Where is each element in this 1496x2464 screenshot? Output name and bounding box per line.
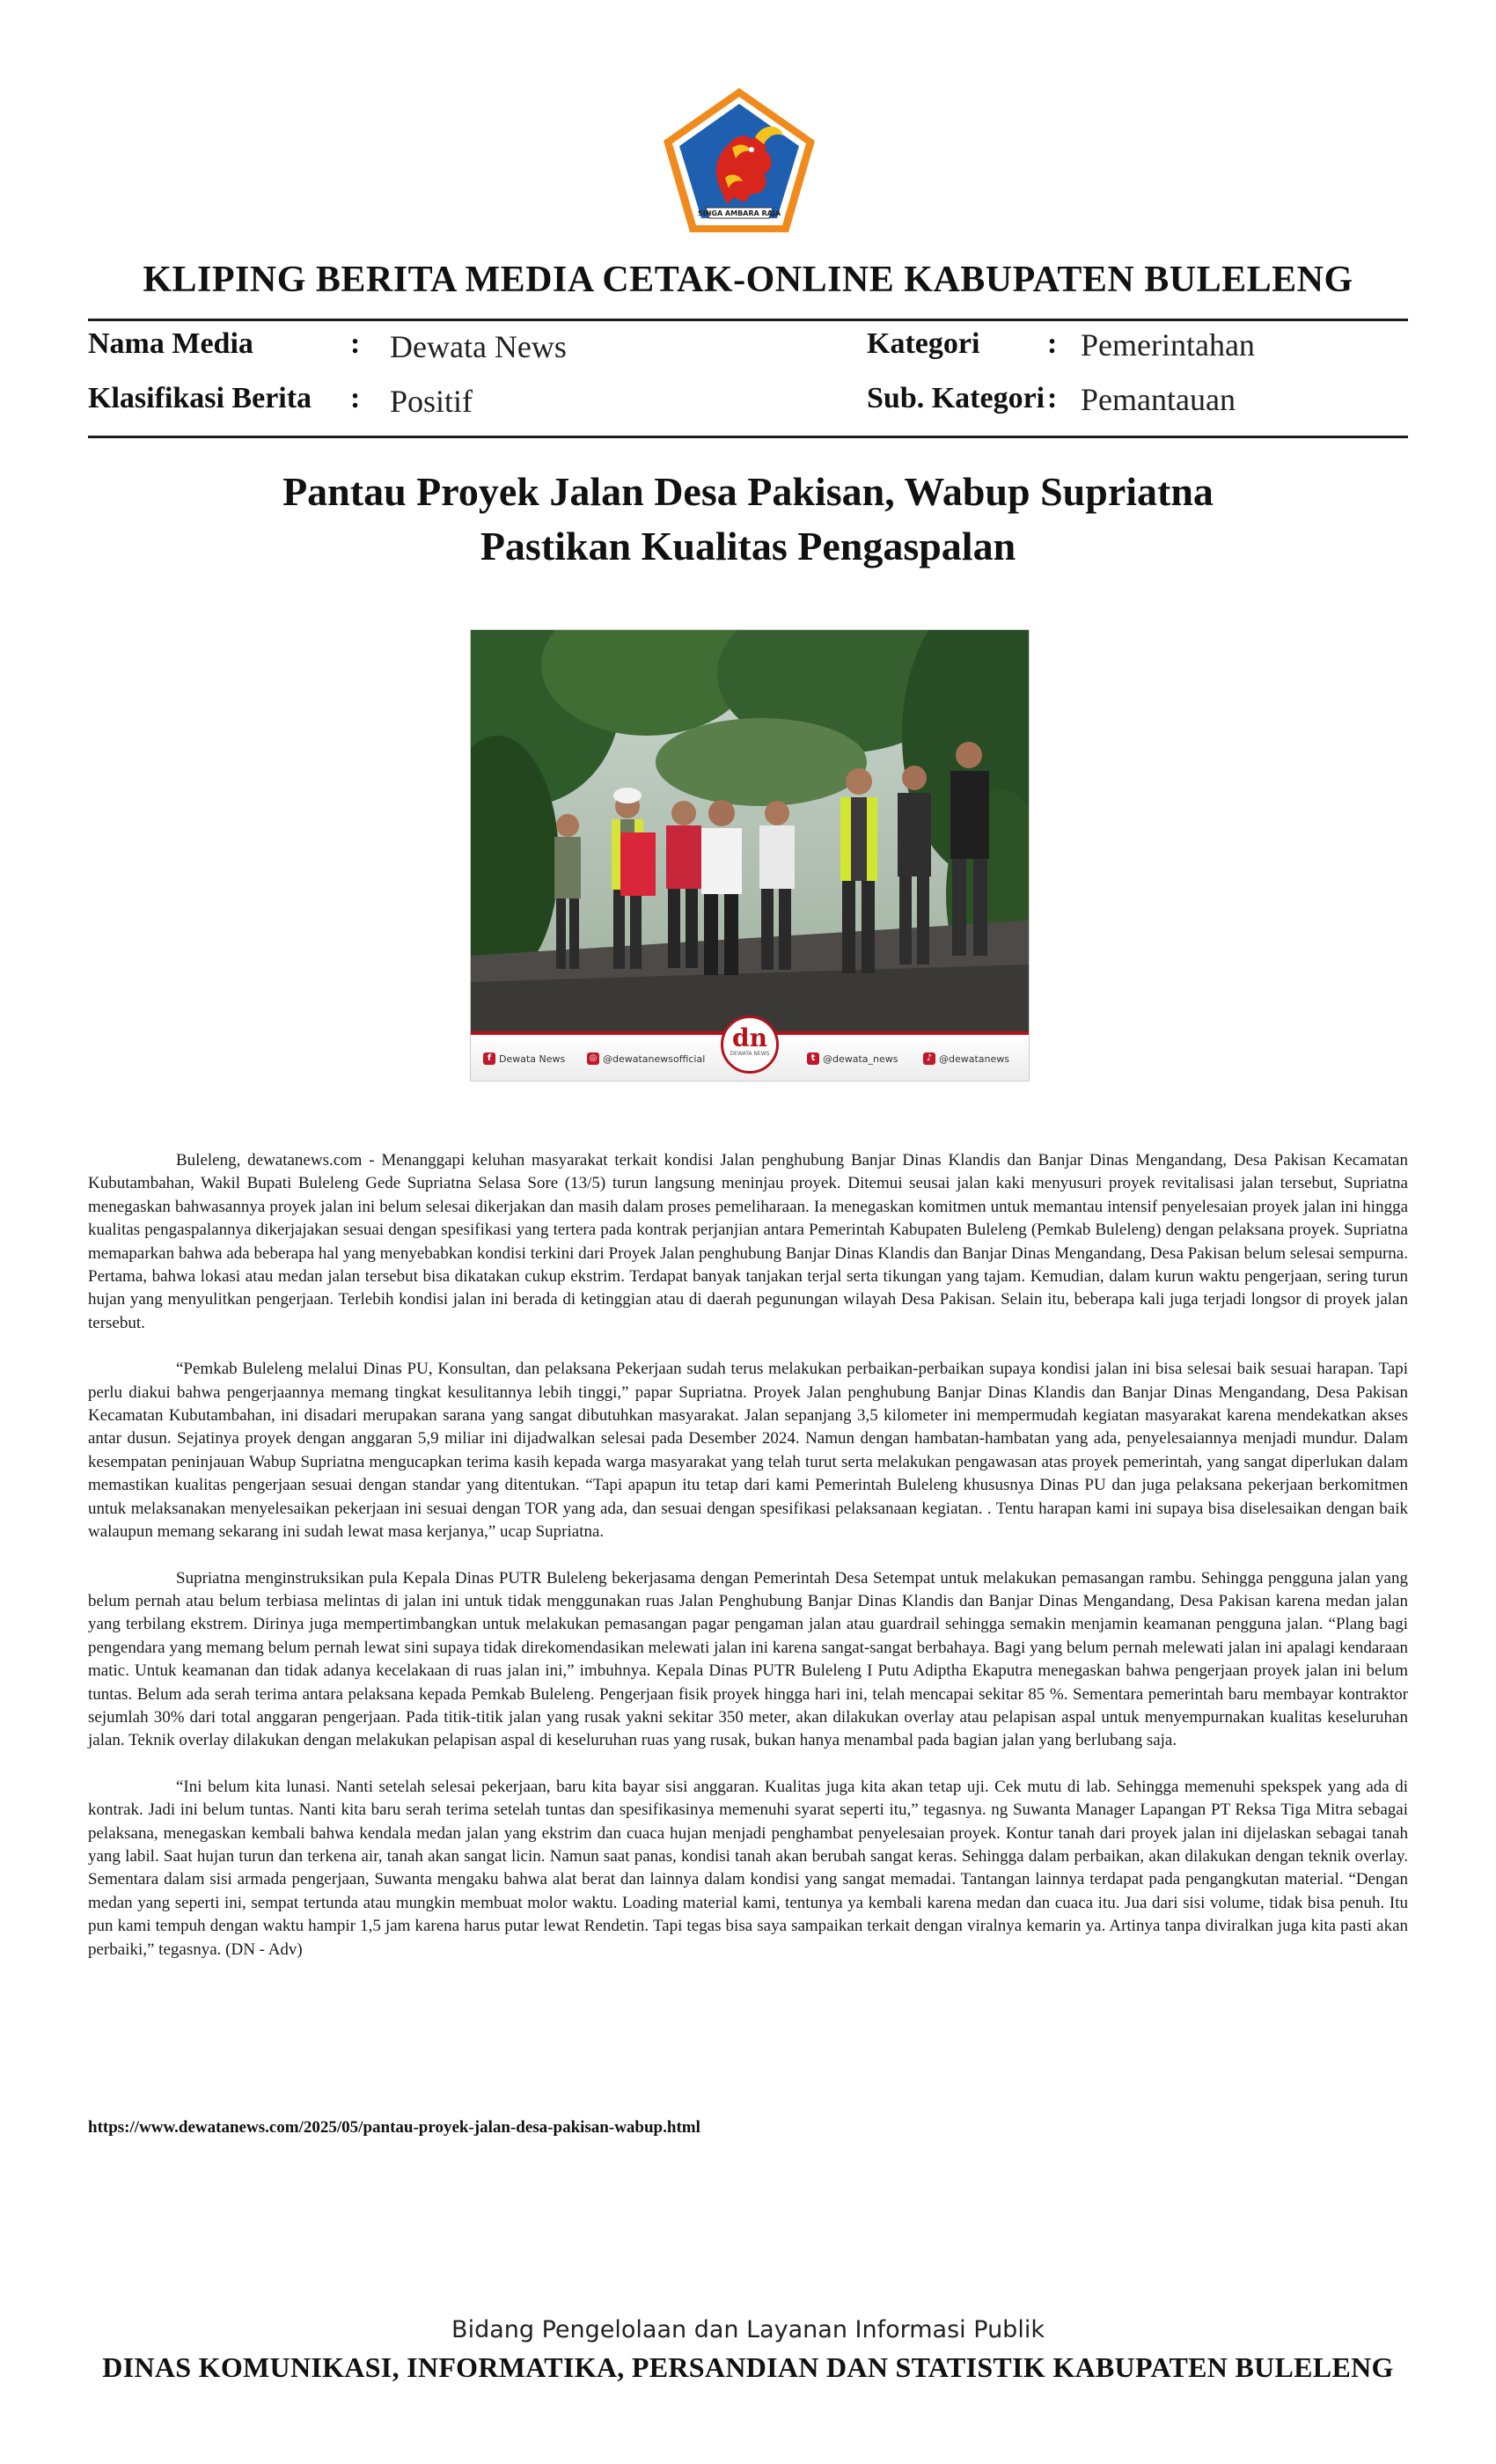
media-label: Nama Media [88, 327, 253, 360]
field-inspection-photo [471, 630, 1029, 1081]
media-colon: : [350, 327, 361, 360]
header-divider-top [88, 319, 1408, 321]
article-body [88, 1149, 1408, 1984]
twitter-icon: t [807, 1052, 819, 1065]
article-title [132, 465, 1364, 574]
klasifikasi-colon: : [350, 382, 361, 414]
kategori-label: Kategori [867, 327, 980, 360]
article-paragraph-1: Buleleng, dewatanews.com - Menanggapi keluhan masyarakat terkait kondisi Jalan penghubung Banjar Dinas Klandis dan Banjar Dinas Mengandang, Desa Pakisan Kecamatan Kubutambahan, Wakil Bupati Buleleng Gede Supriatna Selasa Sore (13/5) turun langsung meninjau proyek. Ditemui seusai jalan kaki menyusuri proyek revitalisasi jalan tersebut, Supriatna menegaskan bahwasannya proyek jalan ini belum selesai dikerjakan dan masih dalam proses pemeliharaan. Ia menegaskan komitmen untuk memantau intensif penyelesaian proyek jalan ini hingga kualitas pengaspalannya dikerjajakan sesuai dengan spesifikasi yang tertera pada kontrak perjanjian antara Pemerintah Kabupaten Buleleng (Pemkab Buleleng) dengan pelaksana proyek. Supriatna memaparkan bahwa ada beberapa hal yang menyebabkan kondisi terkini dari Proyek Jalan penghubung Banjar Dinas Klandis dan Banjar Dinas Mengandang, Desa Pakisan belum selesai sempurna. Pertama, bahwa lokasi atau medan jalan tersebut bisa dikatakan cukup ekstrim. Terdapat banyak tanjakan terjal serta tikungan yang tajam. Kemudian, dalam kurun waktu pengerjaan, sering turun hujan yang menyulitkan pengerjaan. Terlebih kondisi jalan ini berada di ketinggian atau di daerah pegunungan wilayah Desa Pakisan. Selain itu, beberapa kali juga terjadi longsor di proyek jalan tersebut. [88, 1151, 1408, 1332]
dewata-news-badge [721, 1016, 779, 1074]
article-paragraph-3: Supriatna menginstruksikan pula Kepala Dinas PUTR Buleleng bekerjasama dengan Pemerintah Desa Setempat untuk melakukan pemasangan rambu. Sehingga pengguna jalan yang belum pernah atau belum terbiasa melintas di jalan ini untuk tidak menggunakan ruas Jalan Penghubung Banjar Dinas Klandis dan Banjar Dinas Mengandang, Desa Pakisan karena medan jalan yang terbilang ekstrem. Dirinya juga mempertimbangkan untuk melakukan pemasangan pagar pengaman jalan atau guardrail sehingga semakin menjamin keamanan pengguna jalan. “Plang bagi pengendara yang memang belum pernah lewat sini supaya tidak direkomendasikan melewati jalan ini karena sangat-sangat berbahaya. Bagi yang belum pernah melewati jalan ini apalagi kendaraan matic. Untuk keamanan dan tidak adanya kecelakaan di ruas jalan ini,” imbuhnya. Kepala Dinas PUTR Buleleng I Putu Adiptha Ekaputra menegaskan bahwa pengerjaan proyek jalan ini belum tuntas. Belum ada serah terima antara pelaksana kepada Pemkab Buleleng. Pengerjaan fisik proyek hingga hari ini, telah mencapai sekitar 85 %. Sementara pemerintah baru membayar kontraktor sejumlah 30% dari total anggaran pengerjaan. Pada titik-titik jalan yang rusak yakni sekitar 350 meter, akan dilakukan overlay atau pelapisan aspal untuk menyempurnakan kualitas keseluruhan jalan. Teknik overlay dilakukan dengan melakukan pelapisan aspal di keseluruhan ruas yang rusak, bukan hanya menambal pada bagian jalan yang berlubang saja. [88, 1568, 1408, 1750]
social-tiktok-label: @dewatanews [939, 1052, 1010, 1065]
singa-ambara-raja-emblem-icon [660, 86, 818, 236]
badge-logo-text: dn [732, 1023, 767, 1052]
subkategori-colon: : [1047, 382, 1058, 414]
social-tiktok [923, 1052, 1009, 1065]
social-instagram [587, 1052, 705, 1065]
footer-division: Bidang Pengelolaan dan Layanan Informasi Publik [451, 2316, 1045, 2343]
media-value: Dewata News [390, 329, 567, 364]
footer-agency: DINAS KOMUNIKASI, INFORMATIKA, PERSANDIAN DAN STATISTIK KABUPATEN BULELENG [102, 2351, 1394, 2383]
article-paragraph-4: “Ini belum kita lunasi. Nanti setelah selesai pekerjaan, baru kita bayar sisi anggaran. Kualitas juga kita akan tetap uji. Cek mutu di lab. Sehingga memenuhi spekspek yang ada di kontrak. Jadi ini belum tuntas. Nanti kita baru serah terima setelah tuntas dan spesifikasinya memenuhi syarat seperti itu,” tegasnya. ng Suwanta Manager Lapangan PT Reksa Tiga Mitra sebagai pelaksana, menegaskan kembali bahwa kendala medan jalan yang ekstrim dan cuaca hujan menjadi penghambat penyelesaian proyek. Kontur tanah dari proyek jalan ini dijelaskan sebagai tanah yang labil. Saat hujan turun dan terkena air, tanah akan sangat licin. Namun saat panas, kondisi tanah akan berubah sangat keras. Sehingga dalam perbaikan, akan dilakukan dengan teknik overlay. Sementara dalam sisi armada pengerjaan, Suwanta mengaku bahwa alat berat dan lainnya dalam kondisi yang sangat memadai. Tantangan lainnya terdapat pada pengangkutan material. “Dengan medan yang seperti ini, sempat tertunda atau mungkin membuat molor waktu. Loading material kami, tentunya ya kembali karena medan dan cuaca itu. Jua dari sisi volume, tidak bisa penuh. Itu pun kami tempuh dengan waktu hampir 1,5 jam karena harus putar lewat Rendetin. Tapi tegas bisa saya sampaikan terkait dengan viralnya kemarin ya. Artinya tanpa diviralkan juga kita pasti akan perbaiki,” tegasnya. (DN - Adv) [88, 1777, 1408, 1959]
social-facebook-label: Dewata News [499, 1052, 566, 1065]
article-title-line-1: Pantau Proyek Jalan Desa Pakisan, Wabup Supriatna [282, 469, 1214, 514]
photo-social-bar [471, 1023, 1029, 1081]
source-link[interactable]: https://www.dewatanews.com/2025/05/pantau-proyek-jalan-desa-pakisan-wabup.html [88, 2118, 700, 2137]
article-photo [470, 629, 1030, 1082]
kategori-value: Pemerintahan [1081, 327, 1255, 363]
social-twitter-label: @dewata_news [823, 1052, 898, 1065]
social-facebook [483, 1052, 565, 1065]
klasifikasi-value: Positif [390, 384, 473, 419]
instagram-icon: ◎ [587, 1052, 599, 1065]
kategori-colon: : [1047, 327, 1058, 360]
klasifikasi-label: Klasifikasi Berita [88, 382, 312, 414]
tiktok-icon: ♪ [923, 1052, 935, 1065]
article-paragraph-2: “Pemkab Buleleng melalui Dinas PU, Konsultan, dan pelaksana Pekerjaan sudah terus melakukan perbaikan-perbaikan supaya kondisi jalan ini bisa selesai baik sesuai harapan. Tapi perlu diakui bahwa pengerjaannya memang tingkat kesulitannya lebih tinggi,” papar Supriatna. Proyek Jalan penghubung Banjar Dinas Klandis dan Banjar Dinas Mengandang, Desa Pakisan Kecamatan Kubutambahan, ini disadari merupakan sarana yang sangat dibutuhkan masyarakat. Jalan sepanjang 3,5 kilometer ini mempermudah kegiatan masyarakat karena mendekatkan akses antar dusun. Sejatinya proyek dengan anggaran 5,9 miliar ini dijadwalkan selesai pada Desember 2024. Namun dengan hambatan-hambatan yang ada, penyelesaiannya menjadi mundur. Dalam kesempatan peninjauan Wabup Supriatna mengucapkan terima kasih kepada warga masyarakat yang telah turut serta melakukan pengawasan atas proyek pemerintah, yang sangat diperlukan dalam memastikan kualitas pengerjaan sesuai dengan standar yang ditentukan. “Tapi apapun itu tetap dari kami Pemerintah Buleleng khususnya Dinas PU dan juga pelaksana pekerjaan berkomitmen untuk melaksanakan menyelesaikan pekerjaan ini sesuai dengan TOR yang ada, dan sesuai dengan spesifikasi pelaksanaan kegiatan. . Tentu harapan kami ini supaya bisa diselesaikan dengan baik walaupun memang sekarang ini sudah lewat masa kerjanya,” ucap Supriatna. [88, 1360, 1408, 1542]
article-title-line-2: Pastikan Kualitas Pengaspalan [480, 524, 1016, 568]
buleleng-logo [660, 86, 818, 236]
facebook-icon: f [483, 1052, 495, 1065]
logo-caption: SINGA AMBARA RAJA [697, 209, 781, 217]
badge-logo-subtext: DEWATA NEWS [730, 1051, 770, 1057]
clipping-header-title: KLIPING BERITA MEDIA CETAK-ONLINE KABUPATEN BULELENG [143, 260, 1353, 300]
subkategori-value: Pemantauan [1081, 382, 1236, 417]
social-twitter [807, 1052, 898, 1065]
social-instagram-label: @dewatanewsofficial [603, 1052, 706, 1065]
subkategori-label: Sub. Kategori [867, 382, 1045, 414]
header-divider-bottom [88, 436, 1408, 438]
